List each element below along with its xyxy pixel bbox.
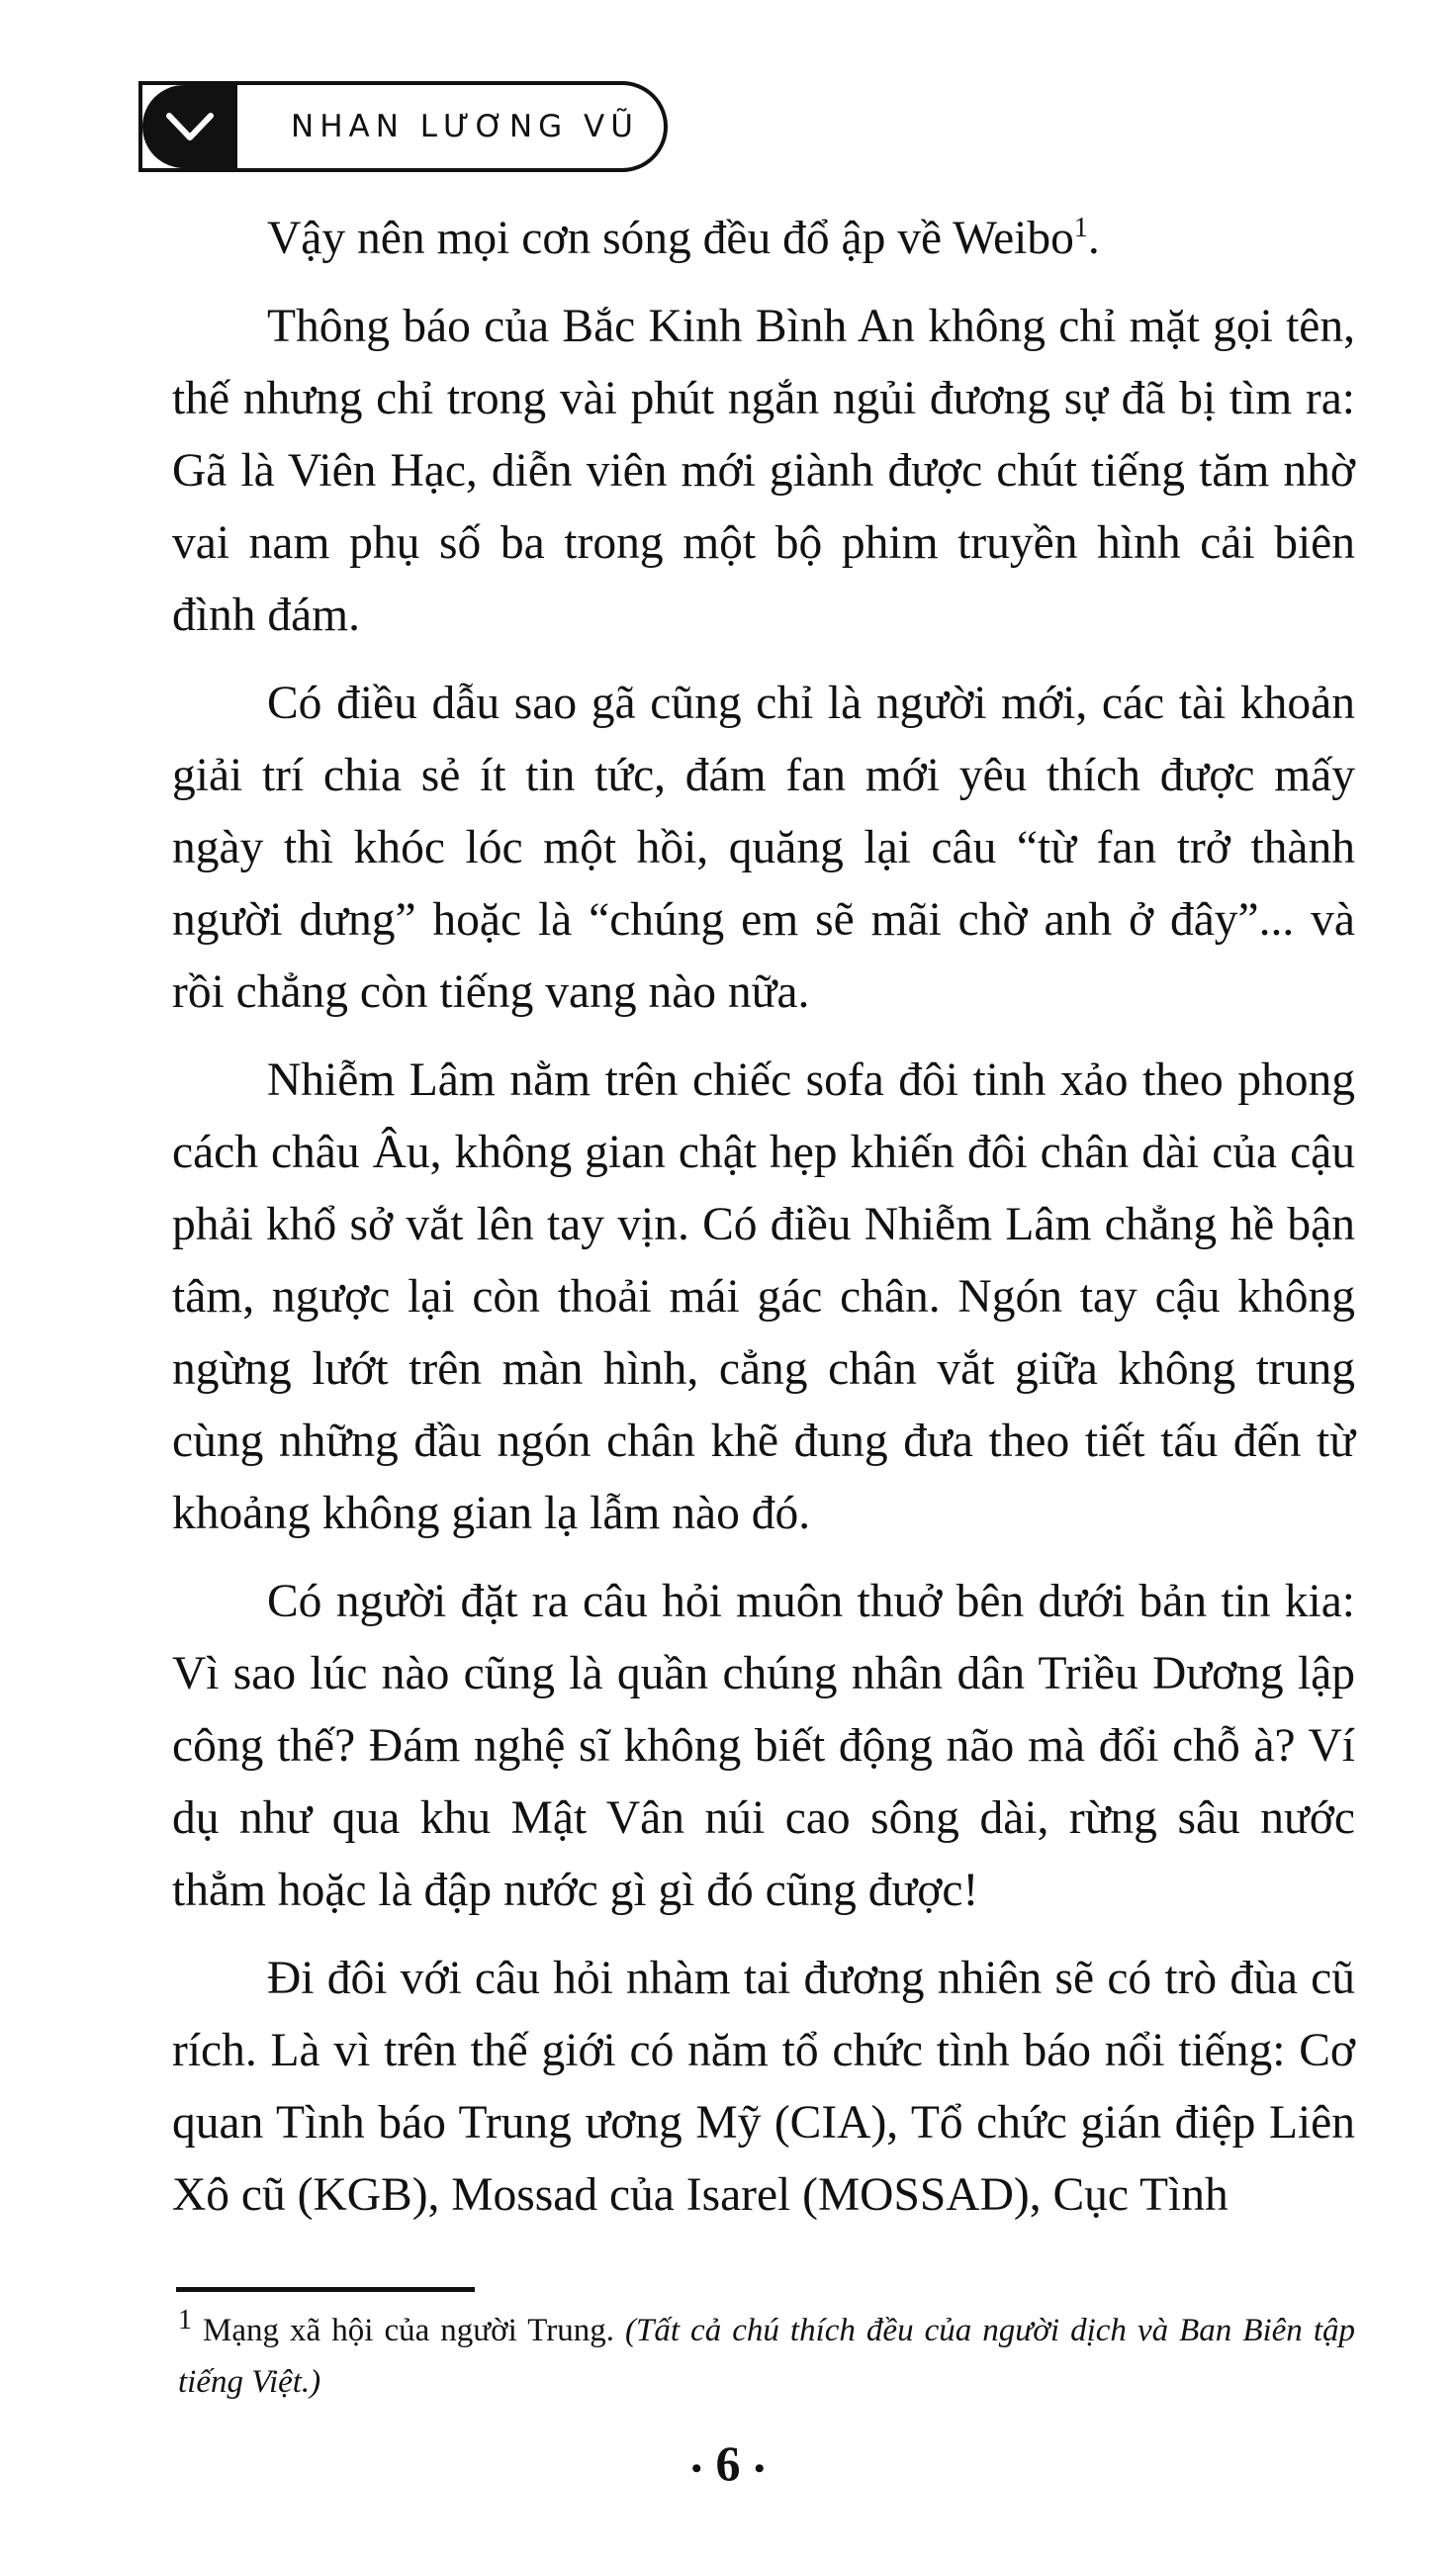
running-header [138,81,668,172]
page-body [172,203,1355,2247]
page-number [0,2433,1456,2499]
chevron-down-icon [165,111,215,142]
page-number-dot: • [754,2451,766,2485]
page-number-value: 6 [715,2435,741,2491]
header-tab [142,85,237,168]
paragraph [172,203,1355,275]
paragraph-end: . [1087,213,1100,264]
paragraph: Có người đặt ra câu hỏi muôn thuở bên dưới bản tin kia: Vì sao lúc nào cũng là quần chúng nhân dân Triều Dương lập công thế? Đám nghệ sĩ không biết động não mà đổi chỗ à? Ví dụ như qua khu Mật Vân núi cao sông dài, rừng sâu nước thẳm hoặc là đập nước gì gì đó cũng được! [172,1576,1355,1916]
author-name: NHAN LƯƠNG VŨ [291,109,639,144]
paragraph: Thông báo của Bắc Kinh Bình An không chỉ mặt gọi tên, thế nhưng chỉ trong vài phút ngắn ngủi đương sự đã bị tìm ra: Gã là Viên Hạc, diễn viên mới giành được chút tiếng tăm nhờ vai nam phụ số ba trong một bộ phim truyền hình cải biên đình đám. [172,301,1355,641]
footnote-number: 1 [178,2305,192,2335]
footnote [178,2305,1355,2408]
paragraph: Có điều dẫu sao gã cũng chỉ là người mới, các tài khoản giải trí chia sẻ ít tin tức, đám fan mới yêu thích được mấy ngày thì khóc lóc một hồi, quăng lại câu “từ fan trở thành người dưng” hoặc là “chúng em sẽ mãi chờ anh ở đây”... và rồi chẳng còn tiếng vang nào nữa. [172,678,1355,1018]
footnote-reference: 1 [1073,213,1088,244]
paragraph: Nhiễm Lâm nằm trên chiếc sofa đôi tinh xảo theo phong cách châu Âu, không gian chật hẹp khiến đôi chân dài của cậu phải khổ sở vắt lên tay vịn. Có điều Nhiễm Lâm chẳng hề bận tâm, ngược lại còn thoải mái gác chân. Ngón tay cậu không ngừng lướt trên màn hình, cẳng chân vắt giữa không trung cùng những đầu ngón chân khẽ đung đưa theo tiết tấu đến từ khoảng không gian lạ lẫm nào đó. [172,1054,1355,1539]
page-number-dot: • [690,2451,702,2485]
paragraph-text: Vậy nên mọi cơn sóng đều đổ ập về Weibo [267,213,1074,264]
footnote-divider [176,2287,475,2292]
paragraph: Đi đôi với câu hỏi nhàm tai đương nhiên sẽ có trò đùa cũ rích. Là vì trên thế giới có năm tổ chức tình báo nổi tiếng: Cơ quan Tình báo Trung ương Mỹ (CIA), Tổ chức gián điệp Liên Xô cũ (KGB), Mossad của Isarel (MOSSAD), Cục Tình [172,1953,1355,2221]
footnote-note: (Tất cả chú thích đều của người dịch và Ban Biên tập tiếng Việt.) [178,2313,1356,2400]
footnote-text: Mạng xã hội của người Trung. [192,2313,625,2348]
